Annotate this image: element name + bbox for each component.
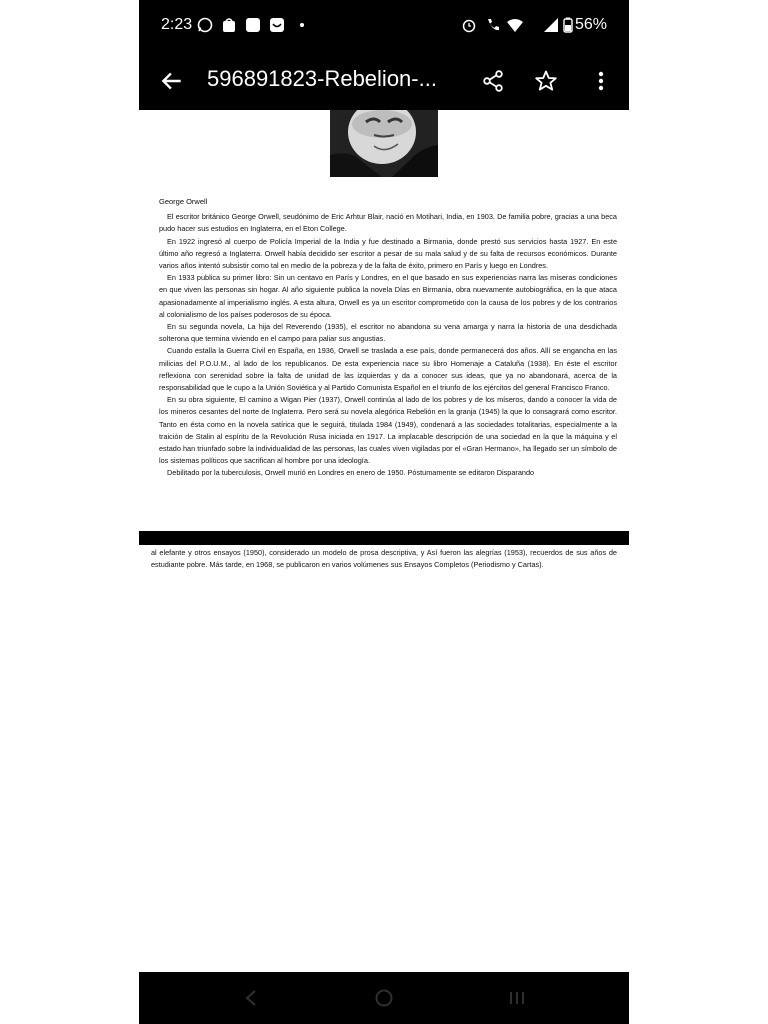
status-time: 2:23 bbox=[161, 16, 193, 33]
battery-icon bbox=[563, 17, 573, 33]
alarm-icon bbox=[461, 17, 477, 33]
wifi-call-icon bbox=[485, 17, 501, 33]
paragraph: En 1922 ingresó al cuerpo de Policía Imperial de la India y fue destinado a Birmania, donde prestó sus servicios hasta 1927. En este último año regresó a Inglaterra. Orwell había decidido ser escritor a pesar de su mala salud y de su falta de recursos económicos. Durante varios años intentó subsistir como tal en medio de la pobreza y de la falta de éxito, primero en París y luego en Londres. bbox=[159, 236, 617, 271]
back-arrow-icon[interactable] bbox=[159, 68, 185, 94]
battery-percent: 56% bbox=[574, 16, 607, 33]
whatsapp-icon bbox=[197, 17, 213, 33]
continuation-paragraph: al elefante y otros ensayos (1950), considerado un modelo de prosa descriptiva, y Así fueron las alegrías (1953), recuerdos de sus años de estudiante pobre. Más tarde, en 1968, se publicaron en varios volúmenes sus Ensayos Completos (Periodismo y Cartas). bbox=[151, 548, 617, 570]
paragraph: En su obra siguiente, El camino a Wigan Pier (1937), Orwell continúa al lado de los pobres y de los míseros, dando a conocer la vida de los mineros cesantes del norte de Inglaterra. Pero será su novela alegórica Rebelión en la granja (1945) la que lo consagrará como escritor. Tanto en ésta como en la novela satírica que le seguirá, titulada 1984 (1949), condenará a las sociedades totalitarias, especialmente a la traición de Stalin al espíritu de la Revolución Rusa iniciada en 1917. La implacable descripción de una sociedad en la que la máquina y el estado han triunfado sobre la individualidad de las personas, las cuales viven vigiladas por el «Gran Hermano», ha llegado ser un símbolo de los sistemas políticos que sacrifican al hombre por una ideología. bbox=[159, 395, 617, 466]
nav-home-icon[interactable] bbox=[374, 988, 394, 1008]
paragraph: El escritor británico George Orwell, seudónimo de Eric Arhtur Blair, nació en Motihari, India, en 1903. De familia pobre, gracias a una beca pudo hacer sus estudios en Inglaterra, en el Eton College. bbox=[159, 212, 617, 234]
author-photo bbox=[330, 110, 438, 177]
wifi-icon bbox=[507, 17, 523, 33]
signal-icon bbox=[543, 17, 559, 33]
app-bar bbox=[139, 52, 629, 110]
paragraph: En su segunda novela, La hija del Reverendo (1935), el escritor no abandona su vena amarga y narra la historia de una desdichada solterona que termina viviendo en el campo para paliar sus angustias. bbox=[159, 322, 617, 344]
phone-screen bbox=[139, 0, 629, 1024]
navigation-bar bbox=[139, 972, 629, 1024]
paragraph: Cuando estalla la Guerra Civil en España, en 1936, Orwell se traslada a ese país, donde permanecerá dos años. Allí se engancha en las milicias del P.O.U.M., al lado de los republicanos. De esta experiencia nace su libro Homenaje a Cataluña (1938). En éste el escritor reflexiona con serenidad sobre la falta de unidad de las izquierdas y da a conocer sus ideas, que ya no abandonará, acerca de la responsabilidad que le cupo a la Unión Soviética y al Partido Comunista Español en el triunfo de los ejércitos del general Francisco Franco. bbox=[159, 346, 617, 393]
paragraph: Debilitado por la tuberculosis, Orwell murió en Londres en enero de 1950. Póstumamente se editaron Disparando bbox=[167, 468, 535, 478]
page-separator bbox=[139, 531, 629, 545]
shop-icon bbox=[221, 17, 237, 33]
nav-back-icon[interactable] bbox=[241, 988, 261, 1008]
dot-icon bbox=[297, 17, 313, 33]
status-bar bbox=[139, 0, 629, 52]
more-vert-icon[interactable] bbox=[589, 69, 613, 93]
author-heading: George Orwell bbox=[159, 197, 208, 206]
square-icon bbox=[245, 17, 261, 33]
document-page bbox=[159, 196, 617, 480]
star-icon[interactable] bbox=[534, 69, 558, 93]
document-title: 596891823-Rebelion-... bbox=[207, 66, 437, 91]
share-icon[interactable] bbox=[481, 69, 505, 93]
paragraph: En 1933 publica su primer libro: Sin un centavo en París y Londres, en el que basado en sus experiencias narra las míseras condiciones en que viven las personas sin hogar. Al año siguiente publica la novela Días en Birmania, obra nuevamente autobiográfica, en la que ataca apasionadamente al imperialismo inglés. A esta altura, Orwell es ya un escritor comprometido con la causa de los pobres y de los contrarios al colonialismo de los países poderosos de su época. bbox=[159, 273, 617, 319]
inbox-icon bbox=[269, 17, 285, 33]
nav-recents-icon[interactable] bbox=[507, 988, 527, 1008]
